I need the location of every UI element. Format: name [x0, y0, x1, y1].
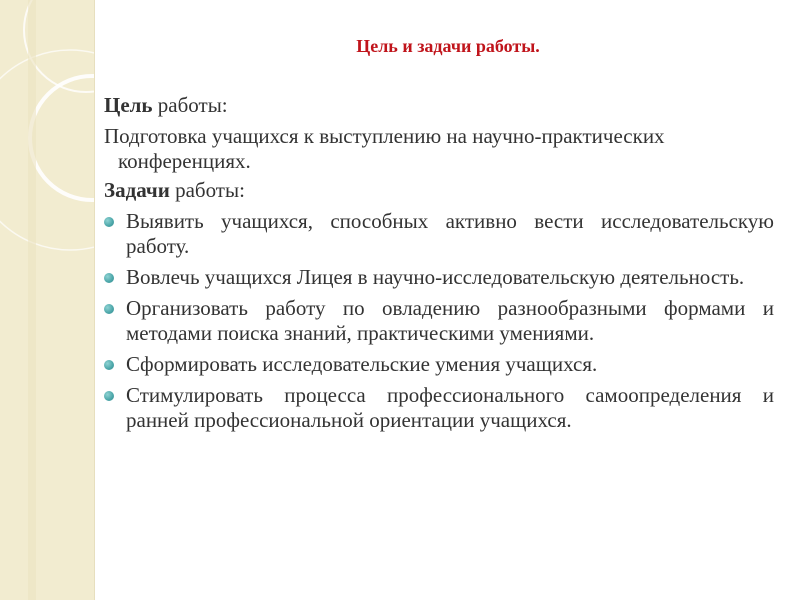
slide-content — [104, 93, 774, 439]
list-item — [104, 352, 774, 377]
goal-text: Подготовка учащихся к выступлению на научно-практических конференциях. — [104, 124, 665, 173]
tasks-heading-bold: Задачи — [104, 178, 170, 202]
slide-title — [98, 36, 798, 57]
decorative-side-band — [0, 0, 94, 600]
list-item — [104, 296, 774, 346]
goal-heading — [104, 93, 774, 118]
task-text: Организовать работу по овладению разнообразными формами и методами поиска знаний, практическими умениями. — [126, 296, 774, 345]
list-item — [104, 265, 774, 290]
task-text: Сформировать исследовательские умения учащихся. — [126, 352, 598, 376]
tasks-heading-rest: работы: — [169, 178, 245, 202]
bullet-icon — [104, 304, 114, 314]
list-item — [104, 209, 774, 259]
bullet-icon — [104, 217, 114, 227]
band-divider — [94, 0, 95, 600]
slide-title-text: Цель и задачи работы — [356, 36, 536, 56]
task-text: Стимулировать процесса профессионального самоопределения и ранней профессиональной ориентации учащихся. — [126, 383, 774, 432]
decorative-rings — [0, 0, 94, 600]
goal-heading-rest: работы: — [152, 93, 228, 117]
slide-title-dot: . — [535, 36, 540, 56]
task-text: Вовлечь учащихся Лицея в научно-исследовательскую деятельность. — [126, 265, 745, 289]
bullet-icon — [104, 391, 114, 401]
list-item — [104, 383, 774, 433]
task-text: Выявить учащихся, способных активно вести исследовательскую работу. — [126, 209, 774, 258]
tasks-list — [104, 209, 774, 433]
goal-heading-bold: Цель — [104, 93, 153, 117]
tasks-heading — [104, 178, 774, 203]
bullet-icon — [104, 360, 114, 370]
bullet-icon — [104, 273, 114, 283]
